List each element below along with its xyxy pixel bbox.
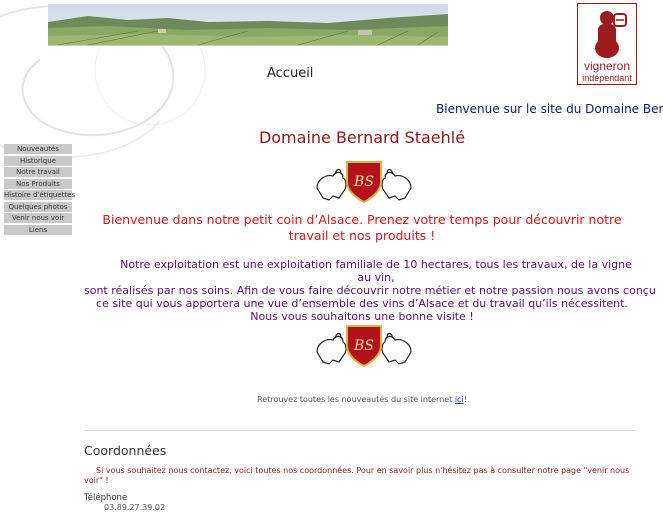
welcome-message: Bienvenue dans notre petit coin d’Alsace. Prenez votre temps pour découvrir notre travail et nos produits !	[102, 212, 622, 243]
telephone-value: 03.89.27.39.02	[104, 503, 166, 512]
crest-monogram: BS	[354, 338, 374, 354]
section-divider	[84, 430, 636, 431]
intro-line: Nous vous souhaitons une bonne visite !	[250, 310, 474, 323]
nav-item-notre-travail[interactable]: Notre travail	[4, 167, 72, 178]
winemaker-icon	[578, 4, 636, 60]
telephone-label: Téléphone	[84, 493, 128, 503]
nav-item-quelques-photos[interactable]: Quelques photos	[4, 202, 72, 213]
contact-section-title: Coordonnées	[84, 443, 167, 458]
domain-crest-logo-bottom	[313, 322, 415, 368]
nav-item-histoire-etiquettes[interactable]: Histoire d'étiquettes	[4, 191, 76, 199]
welcome-marquee: Bienvenue sur le site du Domaine Ber	[436, 102, 663, 116]
badge-text-independant: indépendant	[582, 73, 632, 83]
crest-monogram: BS	[354, 174, 374, 190]
intro-line: sont réalisés par nos soins. Afin de vous faire découvrir notre métier et notre passion nous avons conçu	[84, 284, 656, 297]
site-title: Domaine Bernard Staehlé	[258, 128, 466, 147]
news-prefix: Retrouvez toutes les nouveautés du site internet	[257, 395, 455, 404]
sidebar-nav	[4, 144, 76, 236]
intro-line: ce site qui vous apportera une vue d’ensemble des vins d’Alsace et du travail qu’ils nécessitent.	[96, 297, 628, 310]
news-link[interactable]: ici	[454, 395, 464, 404]
nav-item-venir-nous-voir[interactable]: Venir nous voir	[4, 213, 72, 224]
badge-text-vigneron: vigneron	[583, 59, 631, 73]
intro-line: Notre exploitation est une exploitation familiale de 10 hectares, tous les travaux, de la vigne au vin,	[120, 258, 632, 284]
nav-item-liens[interactable]: Liens	[4, 225, 72, 236]
news-suffix: !	[463, 395, 467, 404]
intro-paragraph	[84, 258, 656, 323]
contact-intro-text: Si vous souhaitez nous contactez, voici toutes nos coordonnées. Pour en savoir plus n'hésitez pas à consulter notre page "venir nous voir" !	[84, 466, 630, 485]
nav-item-nos-produits[interactable]: Nos Produits	[4, 179, 72, 190]
domain-crest-logo	[313, 158, 415, 204]
vineyard-panorama-banner	[48, 4, 448, 46]
nav-item-nouveautes[interactable]: Nouveautés	[4, 144, 72, 155]
page-title: Accueil	[267, 66, 314, 81]
news-line	[84, 395, 640, 404]
vigneron-independant-logo	[577, 3, 637, 85]
nav-item-historique[interactable]: Historique	[4, 156, 72, 167]
